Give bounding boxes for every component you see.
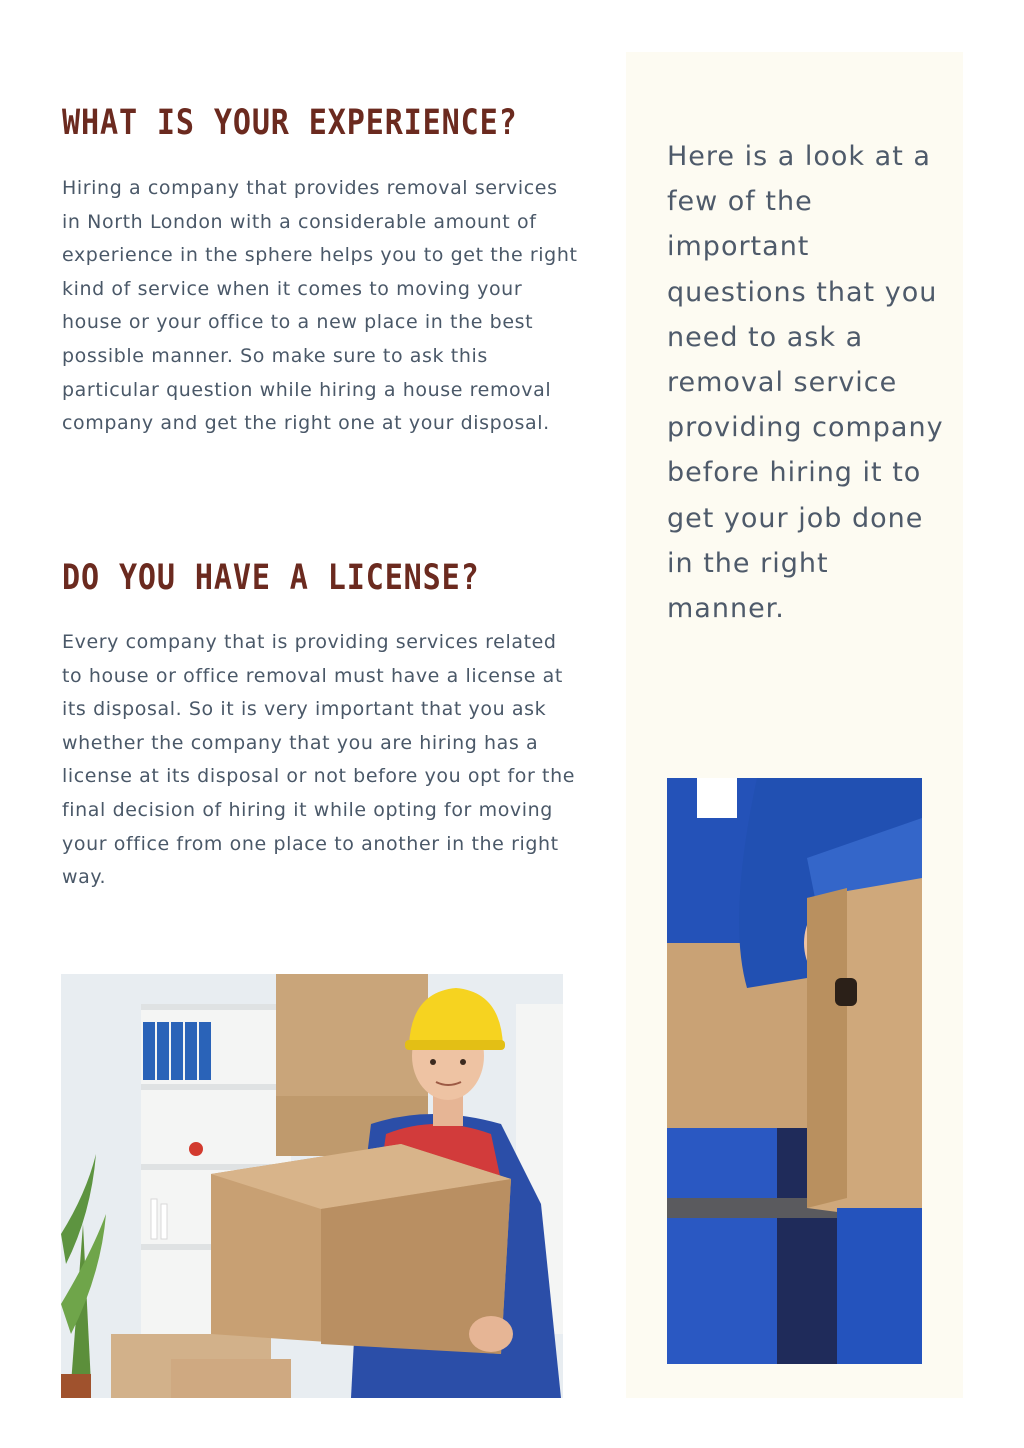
worker-with-box-illustration	[61, 974, 563, 1398]
section-heading-license: DO YOU HAVE A LICENSE?	[62, 558, 480, 598]
sidebar-intro-text: Here is a look at a few of the important questions that you need to ask a removal service providing company before hiring it to get your job done in the right manner.	[667, 141, 944, 625]
section-heading-experience: WHAT IS YOUR EXPERIENCE?	[62, 103, 518, 143]
section-body-experience: Hiring a company that provides removal services in North London with a considerable amount of experience in the sphere helps you to get the right kind of service when it comes to moving your house or your office to a new place in the best possible manner. So make sure to ask this particular question while hiring a house removal company and get the right one at your disposal.	[62, 177, 578, 435]
movers-carrying-box-photo	[667, 778, 922, 1364]
section-body-license: Every company that is providing services related to house or office removal must have a license at its disposal. So it is very important that you ask whether the company that you are hiring has a license at its disposal or not before you opt for the final decision of hiring it while opting for moving your office from one place to another in the right way.	[62, 631, 576, 889]
movers-carrying-box-illustration	[667, 778, 922, 1364]
worker-with-box-photo	[61, 974, 563, 1398]
